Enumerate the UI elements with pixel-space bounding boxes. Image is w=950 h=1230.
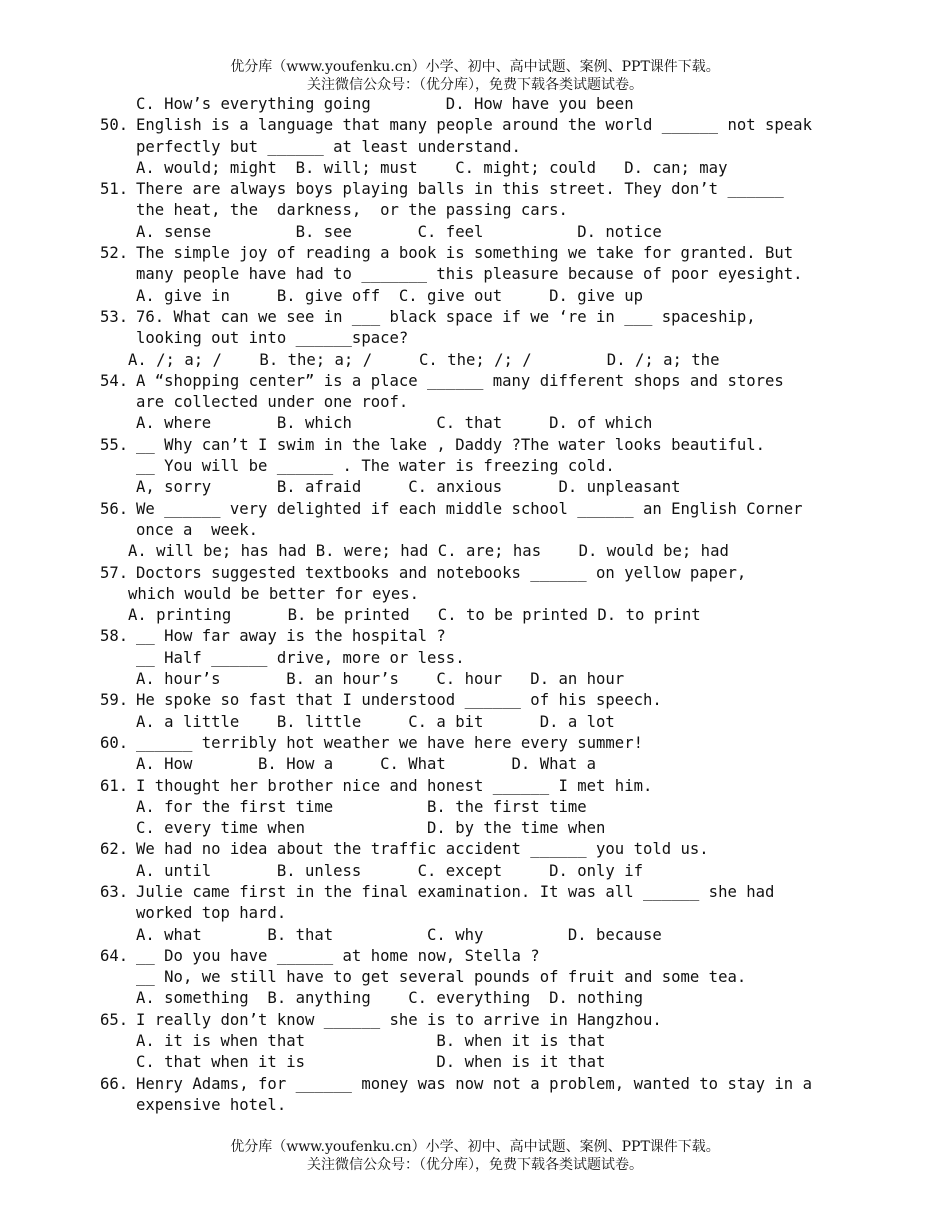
question-continuation-line xyxy=(0,754,950,775)
question-number: 52. xyxy=(100,244,129,263)
question-continuation-line xyxy=(0,903,950,924)
question-line xyxy=(0,179,950,200)
footer-line-2: 关注微信公众号：（优分库），免费下载各类试题试卷。 xyxy=(307,1157,643,1173)
question-continuation-line xyxy=(0,818,950,839)
question-number: 66. xyxy=(100,1074,129,1093)
question-number: 61. xyxy=(100,776,129,795)
question-number: 50. xyxy=(100,116,129,135)
question-continuation-line xyxy=(0,94,950,115)
question-text-continued: A. hour’s B. an hour’s C. hour D. an hour xyxy=(136,670,625,689)
question-continuation-line xyxy=(0,137,950,158)
question-line xyxy=(0,499,950,520)
question-line xyxy=(0,307,950,328)
question-number: 53. xyxy=(100,307,129,326)
question-continuation-line xyxy=(0,456,950,477)
question-line xyxy=(0,435,950,456)
question-text-continued: A. give in B. give off C. give out D. give up xyxy=(136,286,643,305)
question-text-continued: A. /; a; / B. the; a; / C. the; /; / D. /; a; the xyxy=(128,350,720,369)
question-text-continued: A. a little B. little C. a bit D. a lot xyxy=(136,712,615,731)
question-continuation-line xyxy=(0,967,950,988)
question-text-continued: C. that when it is D. when is it that xyxy=(136,1053,606,1072)
question-text-continued: A. where B. which C. that D. of which xyxy=(136,414,653,433)
question-text-continued: C. every time when D. by the time when xyxy=(136,819,606,838)
header-line-1: 优分库（www.youfenku.cn）小学、初中、高中试题、案例、PPT课件下载。 xyxy=(230,59,720,75)
question-text: The simple joy of reading a book is something we take for granted. But xyxy=(136,244,794,263)
question-continuation-line xyxy=(0,988,950,1009)
question-continuation-line xyxy=(0,925,950,946)
question-continuation-line xyxy=(0,1052,950,1073)
question-continuation-line xyxy=(0,328,950,349)
footer-line-1: 优分库（www.youfenku.cn）小学、初中、高中试题、案例、PPT课件下载。 xyxy=(230,1139,720,1155)
question-text-continued: __ You will be ______ . The water is freezing cold. xyxy=(136,457,615,476)
question-text-continued: A. until B. unless C. except D. only if xyxy=(136,861,643,880)
question-continuation-line xyxy=(0,712,950,733)
question-line xyxy=(0,946,950,967)
question-text: A “shopping center” is a place ______ many different shops and stores xyxy=(136,371,784,390)
question-text-continued: __ Half ______ drive, more or less. xyxy=(136,648,465,667)
question-continuation-line xyxy=(0,222,950,243)
header-line-2: 关注微信公众号：（优分库），免费下载各类试题试卷。 xyxy=(307,77,643,93)
question-continuation-line xyxy=(0,541,950,562)
question-line xyxy=(0,1074,950,1095)
question-line xyxy=(0,626,950,647)
question-line xyxy=(0,839,950,860)
question-number: 62. xyxy=(100,840,129,859)
question-line xyxy=(0,563,950,584)
question-text-continued: which would be better for eyes. xyxy=(128,584,420,603)
question-line xyxy=(0,690,950,711)
question-text: Henry Adams, for ______ money was now not a problem, wanted to stay in a xyxy=(136,1074,812,1093)
question-text-continued: looking out into ______space? xyxy=(136,329,409,348)
question-line xyxy=(0,1010,950,1031)
question-text-continued: __ No, we still have to get several pounds of fruit and some tea. xyxy=(136,968,747,987)
question-text: I thought her brother nice and honest ______ I met him. xyxy=(136,776,653,795)
question-text: __ How far away is the hospital ? xyxy=(136,627,446,646)
question-line xyxy=(0,243,950,264)
question-number: 58. xyxy=(100,627,129,646)
question-text-continued: many people have had to _______ this pleasure because of poor eyesight. xyxy=(136,265,803,284)
question-text: ______ terribly hot weather we have here every summer! xyxy=(136,733,643,752)
question-text: Julie came first in the final examination. It was all ______ she had xyxy=(136,882,775,901)
question-text: I really don’t know ______ she is to arrive in Hangzhou. xyxy=(136,1010,662,1029)
question-line xyxy=(0,733,950,754)
page-footer xyxy=(0,1138,950,1174)
question-text-continued: A. something B. anything C. everything D. nothing xyxy=(136,989,643,1008)
question-number: 59. xyxy=(100,691,129,710)
question-text-continued: A, sorry B. afraid C. anxious D. unpleasant xyxy=(136,478,681,497)
question-text-continued: the heat, the darkness, or the passing cars. xyxy=(136,201,568,220)
question-text-continued: A. printing B. be printed C. to be printed D. to print xyxy=(128,606,701,625)
question-number: 63. xyxy=(100,882,129,901)
question-number: 64. xyxy=(100,946,129,965)
question-text-continued: once a week. xyxy=(136,520,259,539)
question-text-continued: A. for the first time B. the first time xyxy=(136,797,587,816)
question-continuation-line xyxy=(0,605,950,626)
question-continuation-line xyxy=(0,158,950,179)
question-number: 54. xyxy=(100,371,129,390)
question-text-continued: are collected under one roof. xyxy=(136,393,409,412)
question-number: 60. xyxy=(100,733,129,752)
question-number: 56. xyxy=(100,499,129,518)
question-continuation-line xyxy=(0,861,950,882)
question-continuation-line xyxy=(0,392,950,413)
question-continuation-line xyxy=(0,286,950,307)
question-line xyxy=(0,115,950,136)
question-continuation-line xyxy=(0,477,950,498)
question-text-continued: perfectly but ______ at least understand. xyxy=(136,137,521,156)
question-continuation-line xyxy=(0,648,950,669)
question-text: We had no idea about the traffic accident ______ you told us. xyxy=(136,840,709,859)
question-continuation-line xyxy=(0,264,950,285)
question-number: 55. xyxy=(100,435,129,454)
question-text-continued: A. it is when that B. when it is that xyxy=(136,1032,606,1051)
question-continuation-line xyxy=(0,350,950,371)
question-number: 65. xyxy=(100,1010,129,1029)
question-text: __ Do you have ______ at home now, Stella ? xyxy=(136,946,540,965)
question-text: English is a language that many people around the world ______ not speak xyxy=(136,116,812,135)
question-text-continued: C. How’s everything going D. How have you been xyxy=(136,95,634,113)
question-continuation-line xyxy=(0,584,950,605)
question-text-continued: A. sense B. see C. feel D. notice xyxy=(136,222,662,241)
question-text-continued: A. would; might B. will; must C. might; could D. can; may xyxy=(136,158,728,177)
question-continuation-line xyxy=(0,200,950,221)
question-continuation-line xyxy=(0,797,950,818)
question-continuation-line xyxy=(0,520,950,541)
question-text: He spoke so fast that I understood ______ of his speech. xyxy=(136,691,662,710)
question-text: __ Why can’t I swim in the lake , Daddy ?The water looks beautiful. xyxy=(136,435,766,454)
question-text: There are always boys playing balls in this street. They don’t ______ xyxy=(136,180,784,199)
question-line xyxy=(0,776,950,797)
question-continuation-line xyxy=(0,1031,950,1052)
question-line xyxy=(0,371,950,392)
question-text-continued: A. How B. How a C. What D. What a xyxy=(136,755,597,774)
question-line xyxy=(0,882,950,903)
question-text: Doctors suggested textbooks and notebooks ______ on yellow paper, xyxy=(136,563,747,582)
question-number: 51. xyxy=(100,180,129,199)
question-continuation-line xyxy=(0,1095,950,1116)
question-text: We ______ very delighted if each middle school ______ an English Corner xyxy=(136,499,803,518)
question-text-continued: worked top hard. xyxy=(136,904,287,923)
question-continuation-line xyxy=(0,413,950,434)
question-text-continued: A. will be; has had B. were; had C. are; has D. would be; had xyxy=(128,542,729,561)
question-text-continued: expensive hotel. xyxy=(136,1095,287,1114)
question-text-continued: A. what B. that C. why D. because xyxy=(136,925,662,944)
exam-questions xyxy=(0,94,950,1116)
question-number: 57. xyxy=(100,563,129,582)
page-header xyxy=(0,58,950,94)
question-continuation-line xyxy=(0,669,950,690)
question-text: 76. What can we see in ___ black space if we ‘re in ___ spaceship, xyxy=(136,307,756,326)
